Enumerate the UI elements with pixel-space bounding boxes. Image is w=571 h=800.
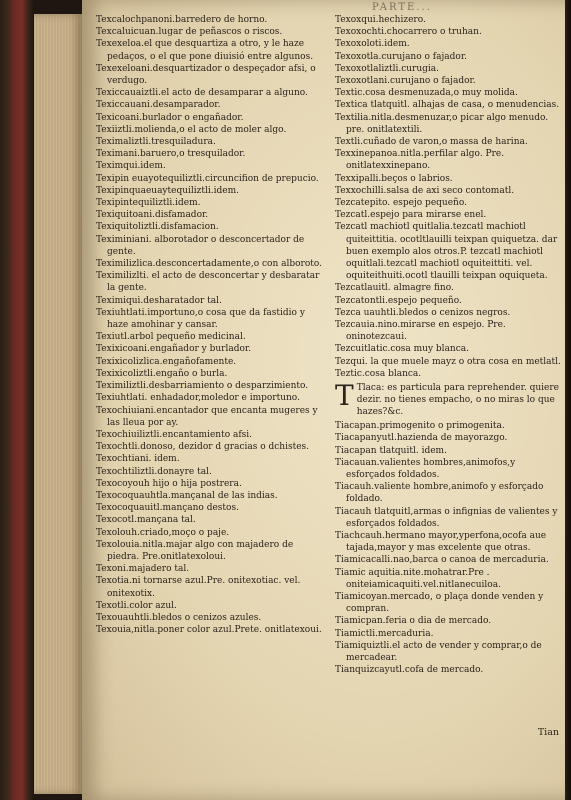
dictionary-entry: Texipintequiliztli.idem. (96, 198, 201, 209)
dictionary-entry: Textic.cosa desmenuzada,o muy molida. (335, 88, 518, 99)
dictionary-entry: Tezcatontli.espejo pequeño. (335, 295, 462, 306)
dictionary-entry: Texixicolizlica.engañofamente. (96, 356, 237, 367)
dictionary-entry: Tiacauh tlatquitl,armas o infignias de valientes y esforçados foldados. (335, 506, 558, 529)
dictionary-entry: Texixicoani.engañador y burlador. (96, 344, 252, 355)
dictionary-entry: Texocoquauhtla.mançanal de las indias. (96, 490, 278, 501)
dictionary-entry: Texiccauani.desamparador. (96, 100, 221, 111)
dictionary-entry: Texocoyouh hijo o hija postrera. (96, 478, 242, 489)
dictionary-entry: Tezcatepito. espejo pequeño. (335, 198, 467, 209)
dictionary-entry: Texoni.majadero tal. (96, 564, 190, 575)
dictionary-page (82, 0, 571, 800)
dictionary-entry: Texixicoliztli.engaño o burla. (96, 368, 228, 379)
dictionary-entry: Tezcatl machiotl quitlalia.tezcatl machiotl quiteittitia. ocotltlauilli teixpan quiquetza. dar buen exemplo alos otros.P. tezcatl machiotl oquitlali.tezcatl machiotl oquiteittiti. vel. oquiteithuiti.ocotl tlauilli teixpan oquiqueta. (335, 222, 558, 282)
dictionary-entry: Tezqui. la que muele mayz o otra cosa en metlatl. (335, 356, 561, 367)
dictionary-entry: Texxinepanoa.nitla.perfilar algo. Pre. onitlatexxinepano. (335, 149, 505, 172)
dictionary-entry: Tezcauia.nino.mirarse en espejo. Pre. oninotezcaui. (335, 320, 506, 343)
dictionary-entry: Tiachcauh.hermano mayor,yperfona,ocofa aue tajada,mayor y mas excelente que otras. (335, 530, 547, 554)
dictionary-entry: Texiuhtlati.importuno,o cosa que da fastidio y haze amohinar y cansar. (96, 307, 305, 331)
dictionary-entry: Texcaluicuan.lugar de peñascos o riscos. (96, 27, 283, 38)
dictionary-entry: Texexeloa.el que desquartiza a otro, y le haze pedaços, o el que pone diuisió entre algunos. (96, 39, 314, 62)
dictionary-entry: Tiamictli.mercaduria. (335, 628, 434, 639)
dictionary-entry: Tiamicoyan.mercado, o plaça donde venden y compran. (335, 591, 544, 615)
dictionary-entry: Tiacauh.valiente hombre,animofo y esforçado foldado. (335, 482, 544, 505)
dictionary-entry: Tiamiquiztli.el acto de vender y comprar,o de mercadear. (335, 640, 542, 663)
dictionary-entry: Texochtli.donoso, dezidor d gracias o dchistes. (96, 442, 310, 453)
dictionary-entry: Tiamicpan.feria o dia de mercado. (335, 616, 492, 627)
dictionary-entry: Tiacapanyutl.hazienda de mayorazgo. (335, 433, 508, 444)
dictionary-entry: Texiquitoani.disfamador. (96, 210, 209, 221)
dictionary-entry: Textli.cuñado de varon,o massa de harina. (335, 137, 528, 148)
dictionary-entry: Texochtiliztli.donayre tal. (96, 466, 212, 477)
dictionary-entry: Teximilizlica.desconcertadamente,o con alboroto. (96, 259, 322, 270)
dictionary-entry: Tezcuitlatic.cosa muy blanca. (335, 344, 469, 355)
dictionary-entry: Tiamic aquitia.nite.mohatrar.Pre . oniteiamicaquiti.vel.nitlanecuiloa. (335, 567, 501, 590)
dictionary-entry: Texocoquauitl.mançano destos. (96, 503, 239, 514)
catchword: Tian (537, 727, 559, 738)
dictionary-entry: Textilia.nitla.desmenuzar,o picar algo menudo. pre. onitlatextili. (335, 112, 549, 135)
dictionary-entry: Texochtiani. idem. (96, 454, 180, 465)
left-column (96, 14, 328, 636)
dictionary-entry: Texoxochti.chocarrero o truhan. (335, 27, 482, 38)
dictionary-entry: Tianquizcayutl.cofa de mercado. (335, 665, 484, 676)
dictionary-entry: Teximiniani. alborotador o desconcertador de gente. (96, 234, 305, 257)
right-column (335, 14, 561, 676)
dictionary-entry: Texoxotlaliztli.curugia. (335, 63, 440, 74)
running-head: PARTE... (372, 2, 432, 13)
dictionary-entry: Teximiqui.desharatador tal. (96, 295, 222, 306)
dictionary-entry: Texipin euayotequiliztli.circuncifion de prepucio. (96, 173, 319, 184)
dictionary-entry: Texicoani.burlador o engañador. (96, 112, 244, 123)
dictionary-entry: Texouia,nitla.poner color azul.Prete. onitlatexoui. (96, 625, 322, 636)
dictionary-entry: Texoxotla.curujano o fajador. (335, 51, 467, 62)
dictionary-entry: Texipinquaeuaytequiliztli.idem. (96, 185, 239, 196)
dictionary-entry: Texiutl.arbol pequeño medicinal. (96, 332, 246, 343)
dictionary-entry: Texolouia.nitla.majar algo con majadero de piedra. Pre.onitlatexoloui. (96, 539, 294, 562)
dictionary-entry: Texiccauaiztli.el acto de desamparar a alguno. (96, 88, 308, 99)
ti-paragraph-text: Tlaca: es particula para reprehender. quiere dezir. no tienes empacho, o no miras lo que hazes?&c. (356, 383, 560, 418)
right-edge (565, 0, 571, 800)
dictionary-entry: Texoxqui.hechizero. (335, 15, 426, 25)
dictionary-entry: Teximaliztli.tresquiladura. (96, 137, 216, 148)
dictionary-entry: Texoxotlani.curujano o fajador. (335, 76, 476, 87)
page-edges (34, 14, 82, 794)
dictionary-entry: Tiacauan.valientes hombres,animofos,y esforçados foldados. (335, 457, 516, 480)
dictionary-entry: Teximiliztli.desbarriamiento o desparzimiento. (96, 381, 309, 392)
dictionary-entry: Texiuhtlati. enhadador,moledor e importuno. (96, 393, 300, 404)
dictionary-entry: Tiamicacalli.nao,barca o canoa de mercaduria. (335, 555, 549, 566)
dictionary-entry: Tezca uauhtli.bledos o cenizos negros. (335, 307, 511, 318)
ti-section-intro (335, 379, 561, 418)
dictionary-entry: Texochiuiliztli.encantamiento afsi. (96, 429, 253, 440)
dictionary-entry: Texxipalli.beços o labrios. (335, 173, 453, 184)
dictionary-entry: Texcalochpanoni.barredero de horno. (96, 15, 268, 25)
dictionary-entry: Teximani.baruero,o tresquilador. (96, 149, 246, 160)
dictionary-entry: Tezcatlauitl. almagre fino. (335, 283, 454, 294)
dictionary-entry: Texocotl.mançana tal. (96, 515, 196, 526)
drop-cap: T (335, 379, 354, 413)
dictionary-entry: Texotli.color azul. (96, 600, 177, 611)
dictionary-entry: Tiacapan tlatquitl. idem. (335, 445, 447, 456)
dictionary-entry: Texexeloani.desquartizador o despeçador afsi, o verdugo. (96, 63, 316, 87)
dictionary-entry: Texxochilli.salsa de axi seco contomatl. (335, 185, 515, 196)
dictionary-entry: Texouauhtli.bledos o cenizos azules. (96, 612, 262, 623)
dictionary-entry: Teztic.cosa blanca. (335, 368, 422, 379)
dictionary-entry: Texochiuiani.encantador que encanta mugeres y las lleua por ay. (96, 405, 318, 428)
dictionary-entry: Texoxoloti.idem. (335, 39, 410, 50)
dictionary-entry: Teximqui.idem. (96, 161, 166, 172)
dictionary-entry: Tezcatl.espejo para mirarse enel. (335, 210, 487, 221)
dictionary-entry: Teximilizlti. el acto de desconcertar y desbaratar la gente. (96, 271, 320, 294)
dictionary-entry: Textica tlatquitl. alhajas de casa, o menudencias. (335, 100, 560, 111)
dictionary-entry: Texolouh.criado,moço o paje. (96, 527, 230, 538)
dictionary-entry: Texiiztli.molienda,o el acto de moler algo. (96, 124, 287, 135)
dictionary-entry: Tiacapan.primogenito o primogenita. (335, 421, 505, 432)
dictionary-entry: Texotia.ni tornarse azul.Pre. onitexotiac. vel. onitexotix. (96, 576, 301, 599)
dictionary-entry: Texiquitoliztli.disfamacion. (96, 222, 219, 233)
